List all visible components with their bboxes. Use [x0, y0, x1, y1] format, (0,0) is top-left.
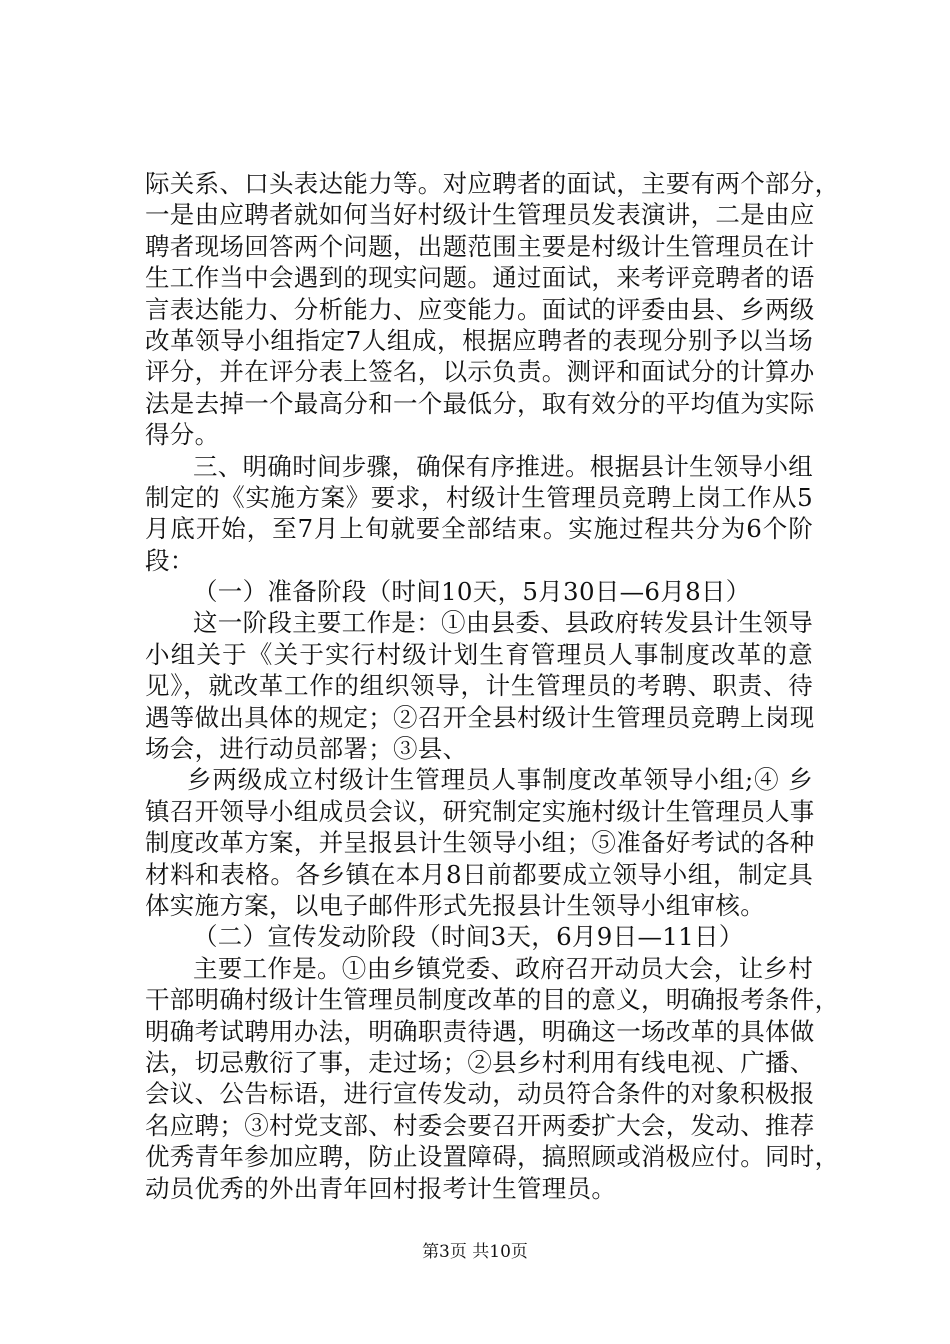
stage-heading: （二）宣传发动阶段（时间3天，6月9日—11日） — [193, 922, 744, 952]
document-body — [145, 168, 840, 1204]
text-line: 材料和表格。各乡镇在本月8日前都要成立领导小组，制定具 — [145, 859, 813, 889]
text-line: 一是由应聘者就如何当好村级计生管理员发表演讲，二是由应 — [145, 200, 815, 230]
page-number: 第3页 共10页 — [422, 1242, 528, 1262]
text-line: 会议、公告标语，进行宣传发动，动员符合条件的对象积极报 — [145, 1079, 815, 1109]
text-line: 镇召开领导小组成员会议，研究制定实施村级计生管理员人事 — [145, 796, 815, 826]
text-line: 主要工作是。①由乡镇党委、政府召开动员大会，让乡村 — [193, 953, 813, 983]
text-line: 名应聘；③村党支部、村委会要召开两委扩大会，发动、推荐 — [145, 1110, 815, 1140]
text-line: 这一阶段主要工作是：①由县委、县政府转发县计生领导 — [193, 608, 813, 638]
text-line: 聘者现场回答两个问题，出题范围主要是村级计生管理员在计 — [145, 231, 815, 261]
text-line: 动员优秀的外出青年回村报考计生管理员。 — [145, 1173, 617, 1203]
text-line: 际关系、口头表达能力等。对应聘者的面试，主要有两个部分， — [145, 169, 840, 198]
text-line: 得分。 — [145, 420, 220, 450]
text-line: 乡两级成立村级计生管理员人事制度改革领导小组;④ 乡 — [187, 765, 813, 795]
text-line: 评分，并在评分表上签名，以示负责。测评和面试分的计算办 — [145, 357, 815, 387]
text-line: 制度改革方案，并呈报县计生领导小组；⑤准备好考试的各种 — [145, 828, 815, 858]
text-line: 制定的《实施方案》要求，村级计生管理员竞聘上岗工作从5 — [145, 482, 813, 512]
text-line: 月底开始，至7月上旬就要全部结束。实施过程共分为6个阶 — [145, 514, 813, 544]
text-line: 明确考试聘用办法，明确职责待遇，明确这一场改革的具体做 — [145, 1016, 815, 1046]
text-line: 遇等做出具体的规定；②召开全县村级计生管理员竞聘上岗现 — [145, 702, 815, 732]
text-line: 段： — [145, 545, 195, 575]
text-line: 体实施方案，以电子邮件形式先报县计生领导小组审核。 — [145, 890, 765, 920]
stage-heading: （一）准备阶段（时间10天，5月30日—6月8日） — [193, 577, 751, 607]
text-line: 改革领导小组指定7人组成，根据应聘者的表现分别予以当场 — [145, 325, 813, 355]
text-line: 干部明确村级计生管理员制度改革的目的意义，明确报考条件， — [145, 985, 840, 1015]
text-line: 优秀青年参加应聘，防止设置障碍，搞照顾或消极应付。同时， — [145, 1142, 840, 1172]
text-line: 小组关于《关于实行村级计划生育管理员人事制度改革的意 — [145, 639, 813, 669]
text-line: 生工作当中会遇到的现实问题。通过面试，来考评竞聘者的语 — [145, 263, 815, 293]
text-line: 法，切忌敷衍了事，走过场；②县乡村利用有线电视、广播、 — [145, 1047, 815, 1077]
text-line: 见》，就改革工作的组织领导，计生管理员的考聘、职责、待 — [145, 671, 813, 701]
text-line: 场会，进行动员部署；③县、 — [145, 734, 468, 764]
section-heading: 三、明确时间步骤，确保有序推进。根据县计生领导小组 — [193, 451, 813, 481]
text-line: 言表达能力、分析能力、应变能力。面试的评委由县、乡两级 — [145, 294, 815, 324]
text-line: 法是去掉一个最高分和一个最低分，取有效分的平均值为实际 — [145, 388, 815, 418]
